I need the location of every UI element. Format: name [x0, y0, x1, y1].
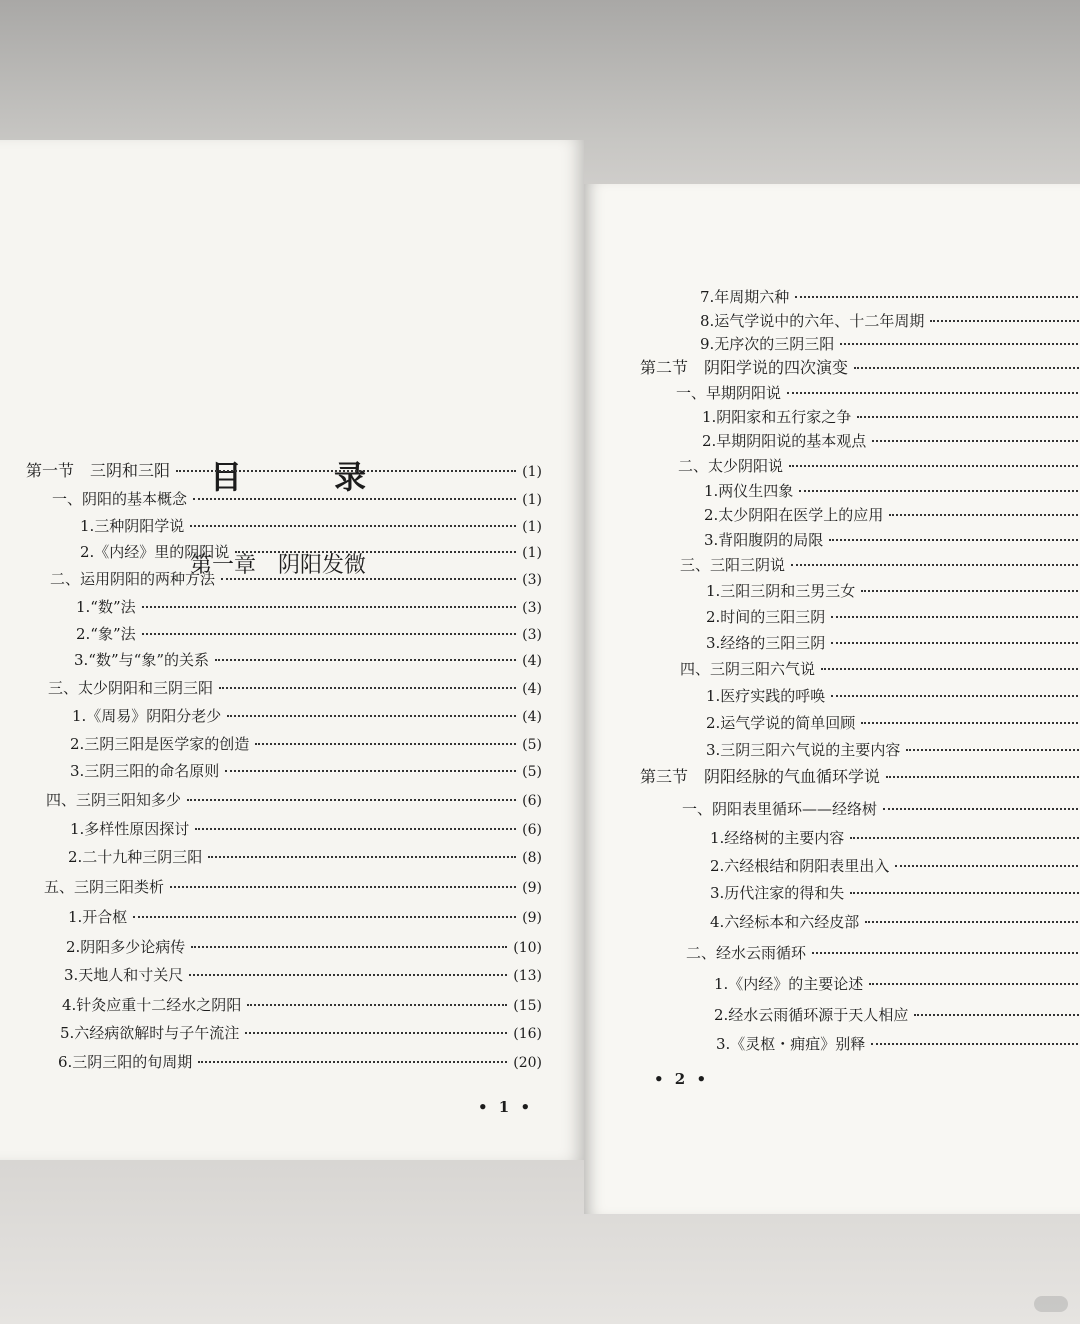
toc-entry-item[interactable]: 3.“数”与“象”的关系 (4)	[74, 651, 542, 669]
leader-dots	[850, 892, 1080, 894]
left-page	[0, 140, 584, 1160]
leader-dots	[840, 343, 1080, 345]
leader-dots	[227, 715, 516, 717]
toc-entry-item[interactable]: 1.三种阴阳学说 (1)	[80, 517, 542, 535]
leader-dots	[208, 856, 516, 858]
toc-entry-item[interactable]: 3.《灵枢・痈疽》别释	[716, 1035, 1080, 1053]
toc-entry-subsection[interactable]: 四、三阴三阳六气说	[680, 660, 1080, 678]
leader-dots	[198, 1061, 507, 1063]
toc-entry-item[interactable]: 2.“象”法 (3)	[76, 625, 542, 643]
toc-entry-section[interactable]: 第一节 三阴和三阳 (1)	[26, 461, 542, 480]
toc-entry-item[interactable]: 2.二十九种三阴三阳 (8)	[68, 848, 542, 866]
leader-dots	[886, 776, 1080, 778]
toc-entry-subsection[interactable]: 一、早期阴阳说	[676, 384, 1080, 402]
toc-entry-item[interactable]: 6.三阴三阳的旬周期 (20)	[58, 1053, 542, 1071]
leader-dots	[831, 695, 1080, 697]
toc-entry-subsection[interactable]: 一、阴阳的基本概念 (1)	[52, 490, 542, 508]
toc-entry-item[interactable]: 9.无序次的三阴三阳	[700, 335, 1080, 353]
toc-entry-item[interactable]: 1.“数”法 (3)	[76, 598, 542, 616]
leader-dots	[865, 921, 1080, 923]
leader-dots	[914, 1014, 1080, 1016]
toc-title-char: 录	[333, 458, 370, 496]
leader-dots	[787, 392, 1080, 394]
toc-entry-item[interactable]: 1.医疗实践的呼唤	[706, 687, 1080, 705]
leader-dots	[189, 974, 507, 976]
toc-entry-item[interactable]: 3.背阳腹阴的局限	[704, 531, 1080, 549]
leader-dots	[789, 465, 1080, 467]
watermark-badge	[1034, 1296, 1068, 1312]
page-number: • 1 •	[478, 1098, 534, 1116]
toc-entry-section[interactable]: 第二节 阴阳学说的四次演变	[640, 359, 1080, 377]
toc-entry-item[interactable]: 2.运气学说的简单回顾	[706, 714, 1080, 732]
toc-entry-item[interactable]: 2.早期阴阳说的基本观点	[702, 432, 1080, 450]
leader-dots	[191, 946, 507, 948]
leader-dots	[829, 539, 1080, 541]
leader-dots	[871, 1043, 1080, 1045]
toc-entry-item[interactable]: 1.阴阳家和五行家之争	[702, 408, 1080, 426]
leader-dots	[869, 983, 1080, 985]
toc-entry-item[interactable]: 3.经络的三阳三阴	[706, 634, 1080, 652]
leader-dots	[883, 808, 1080, 810]
leader-dots	[219, 687, 516, 689]
leader-dots	[133, 916, 516, 918]
toc-entry-item[interactable]: 2.《内经》里的阴阳说 (1)	[80, 543, 542, 561]
leader-dots	[235, 551, 516, 553]
leader-dots	[895, 865, 1080, 867]
leader-dots	[831, 616, 1080, 618]
leader-dots	[195, 828, 516, 830]
toc-entry-item[interactable]: 5.六经病欲解时与子午流注 (16)	[60, 1024, 542, 1042]
leader-dots	[170, 886, 516, 888]
leader-dots	[889, 514, 1080, 516]
toc-entry-subsection[interactable]: 三、太少阴阳和三阴三阳 (4)	[48, 679, 542, 697]
toc-entry-item[interactable]: 3.三阴三阳六气说的主要内容	[706, 741, 1080, 759]
leader-dots	[872, 440, 1080, 442]
leader-dots	[176, 470, 516, 472]
leader-dots	[831, 642, 1080, 644]
toc-entry-item[interactable]: 1.《周易》阴阳分老少 (4)	[72, 707, 542, 725]
toc-entry-item[interactable]: 3.天地人和寸关尺 (13)	[64, 966, 542, 984]
leader-dots	[255, 743, 516, 745]
toc-title-char: 目	[210, 458, 247, 496]
leader-dots	[190, 525, 516, 527]
leader-dots	[245, 1032, 507, 1034]
leader-dots	[247, 1004, 507, 1006]
toc-entry-item[interactable]: 3.三阴三阳的命名原则 (5)	[70, 762, 542, 780]
toc-entry-subsection[interactable]: 二、运用阴阳的两种方法 (3)	[50, 570, 542, 588]
leader-dots	[906, 749, 1080, 751]
toc-entry-subsection[interactable]: 五、三阴三阳类析 (9)	[44, 878, 542, 896]
toc-entry-section[interactable]: 第三节 阴阳经脉的气血循环学说	[640, 768, 1080, 786]
leader-dots	[799, 490, 1080, 492]
toc-entry-subsection[interactable]: 四、三阴三阳知多少 (6)	[46, 791, 542, 809]
leader-dots	[854, 367, 1080, 369]
leader-dots	[857, 416, 1080, 418]
leader-dots	[861, 722, 1080, 724]
toc-entry-subsection[interactable]: 三、三阳三阴说	[680, 556, 1080, 574]
toc-entry-item[interactable]: 2.经水云雨循环源于天人相应	[714, 1006, 1080, 1024]
toc-entry-item[interactable]: 1.两仪生四象	[704, 482, 1080, 500]
toc-entry-item[interactable]: 2.太少阴阳在医学上的应用	[704, 506, 1080, 524]
toc-entry-item[interactable]: 1.开合枢 (9)	[68, 908, 542, 926]
toc-entry-subsection[interactable]: 二、太少阴阳说	[678, 457, 1080, 475]
toc-entry-subsection[interactable]: 二、经水云雨循环	[686, 944, 1080, 962]
chapter-heading: 第一章 阴阳发微	[190, 553, 367, 578]
leader-dots	[221, 578, 516, 580]
toc-entry-item[interactable]: 2.六经根结和阴阳表里出入	[710, 857, 1080, 875]
leader-dots	[187, 799, 516, 801]
toc-entry-item[interactable]: 7.年周期六种	[700, 288, 1080, 306]
toc-entry-item[interactable]: 1.多样性原因探讨 (6)	[70, 820, 542, 838]
toc-entry-item[interactable]: 3.历代注家的得和失	[710, 884, 1080, 902]
right-page	[584, 184, 1080, 1214]
toc-entry-subsection[interactable]: 一、阴阳表里循环——经络树	[682, 800, 1080, 818]
toc-entry-item[interactable]: 8.运气学说中的六年、十二年周期	[700, 312, 1080, 330]
toc-entry-item[interactable]: 1.《内经》的主要论述	[714, 975, 1080, 993]
leader-dots	[812, 952, 1080, 954]
leader-dots	[795, 296, 1080, 298]
leader-dots	[791, 564, 1080, 566]
leader-dots	[930, 320, 1080, 322]
leader-dots	[142, 606, 517, 608]
leader-dots	[861, 590, 1080, 592]
toc-entry-item[interactable]: 2.三阴三阳是医学家的创造 (5)	[70, 735, 542, 753]
toc-entry-item[interactable]: 4.六经标本和六经皮部	[710, 913, 1080, 931]
toc-entry-item[interactable]: 1.经络树的主要内容	[710, 829, 1080, 847]
leader-dots	[225, 770, 516, 772]
leader-dots	[142, 633, 517, 635]
page-number: • 2 •	[654, 1070, 710, 1088]
leader-dots	[821, 668, 1080, 670]
toc-entry-item[interactable]: 2.时间的三阳三阴	[706, 608, 1080, 626]
toc-entry-item[interactable]: 2.阴阳多少论病传 (10)	[66, 938, 542, 956]
leader-dots	[850, 837, 1080, 839]
toc-entry-item[interactable]: 1.三阳三阴和三男三女	[706, 582, 1080, 600]
leader-dots	[215, 659, 516, 661]
leader-dots	[193, 498, 516, 500]
toc-entry-item[interactable]: 4.针灸应重十二经水之阴阳 (15)	[62, 996, 542, 1014]
